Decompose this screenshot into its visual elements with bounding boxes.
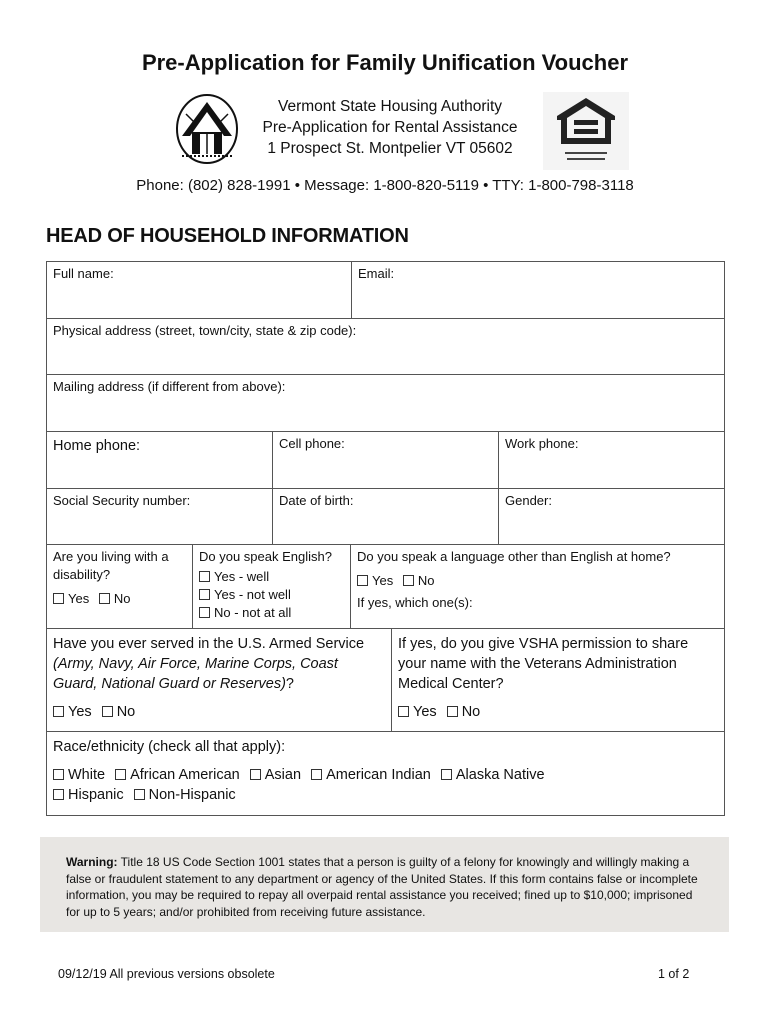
other-language-which-label[interactable]: If yes, which one(s): xyxy=(357,595,473,610)
full-name-label: Full name: xyxy=(53,266,114,281)
checkbox[interactable] xyxy=(199,607,210,618)
english-question: Do you speak English? xyxy=(199,549,332,564)
full-name-field[interactable] xyxy=(47,262,352,319)
ethnicity-option-hispanic[interactable]: Hispanic xyxy=(53,785,124,805)
armed-service-field: Have you ever served in the U.S. Armed Service (Army, Navy, Air Force, Marine Corps, Coast Guard, National Guard or Reserves)? Yes No xyxy=(47,629,392,732)
home-phone-field[interactable] xyxy=(47,432,273,489)
gender-field[interactable] xyxy=(499,489,724,545)
cell-phone-label: Cell phone: xyxy=(279,436,345,451)
work-phone-label: Work phone: xyxy=(505,436,579,451)
ssn-label: Social Security number: xyxy=(53,493,191,508)
dob-field[interactable] xyxy=(273,489,499,545)
race-option-alaska-native[interactable]: Alaska Native xyxy=(441,765,545,785)
checkbox[interactable] xyxy=(199,589,210,600)
head-of-household-form xyxy=(46,261,725,816)
mailing-address-field[interactable] xyxy=(47,375,724,432)
race-options-row-2 xyxy=(53,785,718,805)
checkbox[interactable] xyxy=(441,769,452,780)
equal-housing-opportunity-logo xyxy=(543,92,629,170)
checkbox[interactable] xyxy=(398,706,409,717)
english-option-not-at-all[interactable]: No - not at all xyxy=(199,604,344,622)
warning-label: Warning: xyxy=(66,855,118,869)
agency-address-block xyxy=(240,96,540,159)
cell-phone-field[interactable] xyxy=(273,432,499,489)
gender-label: Gender: xyxy=(505,493,552,508)
armed-service-no-option[interactable]: No xyxy=(102,702,136,722)
checkbox[interactable] xyxy=(199,571,210,582)
checkbox[interactable] xyxy=(53,593,64,604)
race-option-african-american[interactable]: African American xyxy=(115,765,240,785)
vsha-permission-question: If yes, do you give VSHA permission to share your name with the Veterans Administration Medical Center? xyxy=(398,636,689,692)
agency-name: Vermont State Housing Authority xyxy=(277,98,503,115)
vsha-permission-field xyxy=(392,629,724,732)
armed-service-yes-option[interactable]: Yes xyxy=(53,702,92,722)
other-language-field xyxy=(351,545,724,629)
home-phone-label: Home phone: xyxy=(53,438,141,454)
checkbox[interactable] xyxy=(250,769,261,780)
agency-address: 1 Prospect St. Montpelier VT 05602 xyxy=(267,140,513,157)
vsha-permission-yes-option[interactable]: Yes xyxy=(398,702,437,722)
warning-box xyxy=(40,837,729,932)
warning-text: Title 18 US Code Section 1001 states that a person is guilty of a felony for knowingly and willingly making a false or fraudulent statement to any department or agency of the United States. If this form contains false or incomplete information, you may be required to repay all overpaid rental assistance you received; fined up to $10,000; imprisoned for up to 5 years; and/or prohibited from receiving future assistance. xyxy=(66,855,698,919)
checkbox[interactable] xyxy=(311,769,322,780)
armed-service-detail: (Army, Navy, Air Force, Marine Corps, Coast Guard, National Guard or Reserves) xyxy=(53,656,338,692)
email-label: Email: xyxy=(358,266,395,281)
other-language-yes-option[interactable]: Yes xyxy=(357,572,393,590)
ssn-field[interactable] xyxy=(47,489,273,545)
checkbox[interactable] xyxy=(102,706,113,717)
race-options-row-1 xyxy=(53,765,718,785)
section-heading: HEAD OF HOUSEHOLD INFORMATION xyxy=(46,225,409,247)
email-field[interactable] xyxy=(352,262,724,319)
contact-line: Phone: (802) 828-1991 • Message: 1-800-820-5119 • TTY: 1-800-798-3118 xyxy=(136,177,634,194)
house-logo xyxy=(176,94,238,164)
race-option-white[interactable]: White xyxy=(53,765,105,785)
checkbox[interactable] xyxy=(115,769,126,780)
work-phone-field[interactable] xyxy=(499,432,724,489)
other-language-no-option[interactable]: No xyxy=(403,572,435,590)
race-ethnicity-field xyxy=(47,732,724,815)
disability-yes-option[interactable]: Yes xyxy=(53,590,89,608)
footer-version: 09/12/19 All previous versions obsolete xyxy=(58,967,275,981)
disability-field xyxy=(47,545,193,629)
checkbox[interactable] xyxy=(357,575,368,586)
checkbox[interactable] xyxy=(53,706,64,717)
page-title: Pre-Application for Family Unification Voucher xyxy=(141,50,629,75)
vsha-permission-no-option[interactable]: No xyxy=(447,702,481,722)
armed-service-question: Have you ever served in the U.S. Armed Service xyxy=(53,636,365,652)
checkbox[interactable] xyxy=(53,789,64,800)
dob-label: Date of birth: xyxy=(279,493,354,508)
checkbox[interactable] xyxy=(53,769,64,780)
page-number: 1 of 2 xyxy=(658,967,690,981)
race-option-american-indian[interactable]: American Indian xyxy=(311,765,431,785)
checkbox[interactable] xyxy=(447,706,458,717)
english-option-well[interactable]: Yes - well xyxy=(199,568,344,586)
agency-subtitle: Pre-Application for Rental Assistance xyxy=(262,119,518,136)
mailing-address-label: Mailing address (if different from above): xyxy=(53,379,286,394)
disability-no-option[interactable]: No xyxy=(99,590,131,608)
race-option-asian[interactable]: Asian xyxy=(250,765,301,785)
english-field xyxy=(193,545,351,629)
english-option-not-well[interactable]: Yes - not well xyxy=(199,586,344,604)
disability-question: Are you living with a disability? xyxy=(53,549,169,582)
checkbox[interactable] xyxy=(403,575,414,586)
other-language-question: Do you speak a language other than English at home? xyxy=(357,549,671,564)
checkbox[interactable] xyxy=(134,789,145,800)
race-question: Race/ethnicity (check all that apply): xyxy=(53,739,286,755)
checkbox[interactable] xyxy=(99,593,110,604)
physical-address-label: Physical address (street, town/city, state & zip code): xyxy=(53,323,357,338)
ethnicity-option-non-hispanic[interactable]: Non-Hispanic xyxy=(134,785,236,805)
physical-address-field[interactable] xyxy=(47,319,724,375)
